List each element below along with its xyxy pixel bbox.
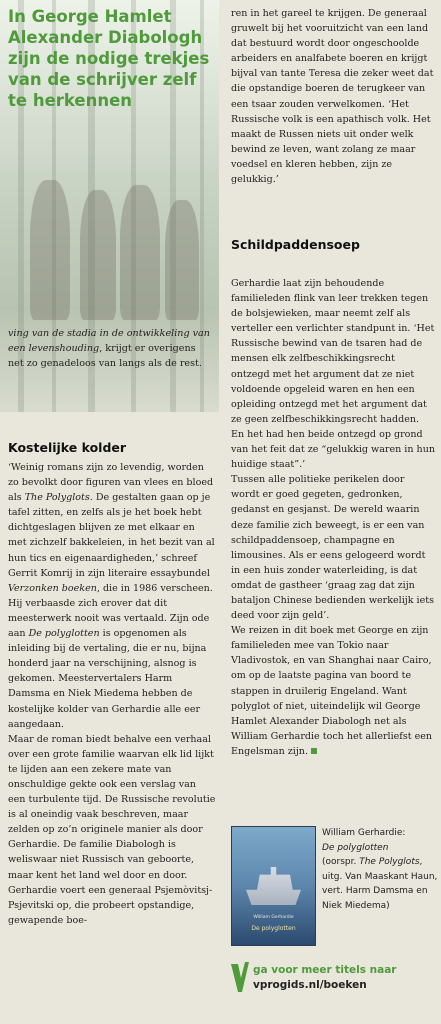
section-heading-kostelijke-kolder: Kostelijke kolder (8, 440, 127, 455)
book-title: De polyglotten (322, 842, 389, 853)
footer-line1: ga voor meer titels naar (253, 964, 397, 976)
paragraph: Maar de roman biedt behalve een verhaal over een grote familie waarvan elk lid lijkt te lijden aan een zekere mate van onschuldige gekte ook een verslag van een turbulente tijd. De Russische revolutie is al oneindig vaak beschreven, maar zelden op zo’n originele manier als door Gerhardie. De familie Diabologh is weliswaar niet Russisch van geboorte, maar kent het land wel door en door. Gerhardie voert een generaal Psjemòvitsj-Psjevitski op, die probeert opstandige, gewapende boe- (8, 733, 216, 926)
book-info (322, 826, 438, 913)
paragraph: We reizen in dit boek met George en zijn familieleden mee van Tokio naar Vladivostok, en van Shanghai naar Cairo, om op de laatste pagina van boord te stappen in druilerig Engeland. Want polyglot of niet, uiteindelijk wil George Hamlet Alexander Diabologh net als William Gerhardie toch het allerliefst een Engelsman zijn. (231, 625, 433, 757)
book-details: (oorspr. The Polyglots, uitg. Van Maaskant Haun, vert. Harm Damsma en Niek Miedema) (322, 857, 438, 911)
book-cover-author: William Gerhardie (253, 915, 294, 920)
vpro-logo-icon (229, 960, 251, 994)
book-cover-image (231, 826, 316, 946)
caption-rest: , krijgt er overigens net zo genadeloos van langs als de rest. (8, 343, 202, 369)
book-author: William Gerhardie: (322, 828, 406, 838)
paragraph: ren in het gareel te krijgen. De generaal gruwelt bij het vooruitzicht van een land dat bestuurd wordt door ongeschoolde arbeiders en analfabete boeren en krijgt bijval van tante Teresa die zeker weet dat die opstandige boeren de terugkeer van een tsaar zouden verwelkomen. ‘Het Russische volk is een apathisch volk. Het maakt de Russen niets uit onder welk bewind ze leven, want zolang ze maar voedsel en kleren hebben, zijn ze gelukkig.’ (231, 8, 434, 186)
paragraph: Tussen alle politieke perikelen door wordt er goed gegeten, gedronken, gedanst en gesjanst. De wereld waarin deze familie zich beweegt, is er een van schildpaddensoep, champagne en limousines. Als er eens gelogeerd wordt in een huis zonder waterleiding, is dat omdat de gastheer ‘graag zag dat zijn bataljon Chinese bedienden werkelijk iets deed voor zijn geld’. (231, 474, 434, 622)
paragraph: ‘Weinig romans zijn zo levendig, worden zo bevolkt door figuren van vlees en bloed als The Polyglots. De gestalten gaan op je tafel zitten, en zelfs als je het boek hebt dichtgeslagen blijven ze met elkaar en met zichzelf bakkeleien, in het bezit van al hun tics en eigenaardigheden,’ schreef Gerrit Komrij in zijn literaire essaybundel Verzonken boeken, die in 1986 verscheen. Hij verbaasde zich erover dat dit meesterwerk nooit was vertaald. Zijn ode aan De polyglotten is opgenomen als inleiding bij de vertaling, die er nu, bijna honderd jaar na verschijning, alsnog is gekomen. Meestervertalers Harm Damsma en Niek Miedema hebben de kostelijke kolder van Gerhardie alle eer aangedaan. (8, 462, 215, 730)
left-column-body (8, 460, 216, 928)
footer-promo (253, 963, 439, 993)
caption-italic: ving van de stadia in de ontwikkeling van een levenshouding (8, 328, 210, 354)
paragraph: Gerhardie laat zijn behoudende familieleden flink van leer trekken tegen de bolsjewieken, maar neemt zelf als verteller een verlichter standpunt in. ‘Het Russische bewind van de tsaren had de mensen elk zelfbeschikkingsrecht ontzegd met het argument dat ze niet voldoende opgeleid waren en hen een opleiding ontzegd met het argument dat ze geen zelfbeschikkingsrecht hadden. En het had hen beide ontzegd op grond van het feit dat ze “gelukkig waren in hun huidige staat”.’ (231, 278, 435, 471)
article-headline: In George Hamlet Alexander Diabologh zijn de nodige trekjes van de schrijver zelf te herkennen (8, 7, 210, 110)
book-cover-title: De polyglotten (251, 925, 296, 932)
section-heading-schildpaddensoep: Schildpaddensoep (231, 237, 360, 252)
end-mark-icon (311, 748, 317, 754)
footer-link[interactable]: vprogids.nl/boeken (253, 979, 367, 991)
photo-caption (8, 326, 213, 371)
right-column-top-body (231, 6, 435, 187)
ship-illustration (246, 867, 301, 905)
right-column-mid-body (231, 276, 435, 759)
